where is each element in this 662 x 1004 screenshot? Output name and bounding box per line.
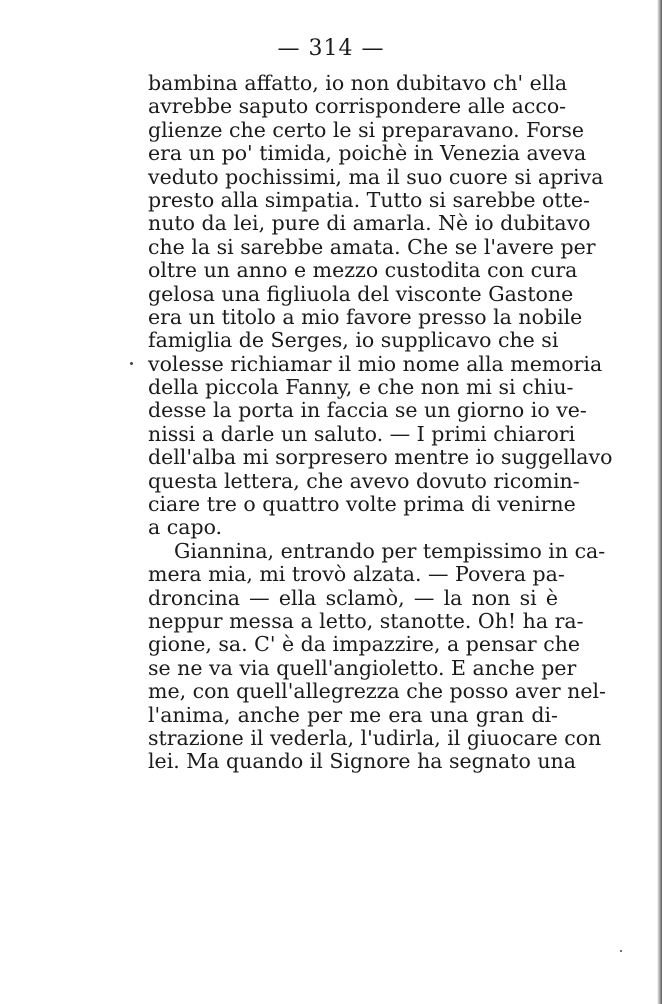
- text-line: presto alla simpatia. Tutto si sarebbe otte-: [148, 187, 590, 212]
- text-line: veduto pochissimi, ma il suo cuore si apriva: [148, 164, 604, 189]
- paper-speck: [620, 950, 622, 952]
- text-line: nissi a darle un saluto. — I primi chiarori: [148, 421, 576, 446]
- paper-speck: [130, 362, 133, 365]
- text-line: gelosa una figliuola del visconte Gastone: [148, 281, 574, 306]
- text-line: che la si sarebbe amata. Che se l'avere per: [148, 234, 596, 259]
- text-line: bambina affatto, io non dubitavo ch' ella: [148, 71, 568, 95]
- page-edge-shadow: [657, 0, 662, 1004]
- text-line: della piccola Fanny, e che non mi si chiu-: [148, 375, 574, 400]
- text-line: strazione il vederla, l'udirla, il giuocare con: [148, 725, 602, 750]
- text-line: ciare tre o quattro volte prima di venirne: [148, 492, 576, 517]
- text-line: nuto da lei, pure di amarla. Nè io dubitavo: [148, 211, 591, 236]
- text-line: me, con quell'allegrezza che posso aver nel-: [148, 679, 606, 704]
- text-line: a capo.: [148, 515, 223, 540]
- text-line: avrebbe saputo corrispondere alle acco-: [148, 94, 567, 119]
- text-line: famiglia de Serges, io supplicavo che si: [148, 328, 559, 353]
- text-line: desse la porta in faccia se un giorno io ve-: [148, 398, 587, 423]
- text-line: neppur messa a letto, stanotte. Oh! ha ra-: [148, 608, 584, 633]
- page-number: — 314 —: [277, 36, 385, 61]
- text-line: se ne va via quell'angioletto. E anche per: [148, 655, 577, 680]
- text-line: oltre un anno e mezzo custodita con cura: [148, 258, 578, 283]
- text-line: era un po' timida, poichè in Venezia aveva: [148, 141, 587, 166]
- text-line: lei. Ma quando il Signore ha segnato una: [148, 749, 576, 774]
- text-line: droncina — ella sclamò, — la non si è: [148, 585, 558, 610]
- text-line: glienze che certo le si preparavano. Forse: [148, 117, 584, 142]
- text-line-paragraph-start: Giannina, entrando per tempissimo in ca-: [174, 538, 606, 563]
- text-line: era un titolo a mio favore presso la nobile: [148, 304, 583, 329]
- text-line: questa lettera, che avevo dovuto ricomin-: [148, 468, 580, 493]
- text-line: l'anima, anche per me era una gran di-: [148, 702, 558, 727]
- text-line: mera mia, mi trovò alzata. — Povera pa-: [148, 562, 565, 587]
- body-text: [148, 71, 613, 774]
- text-line: gione, sa. C' è da impazzire, a pensar che: [148, 632, 581, 657]
- text-line: volesse richiamar il mio nome alla memoria: [148, 351, 603, 376]
- text-line: dell'alba mi sorpresero mentre io suggellavo: [148, 445, 613, 470]
